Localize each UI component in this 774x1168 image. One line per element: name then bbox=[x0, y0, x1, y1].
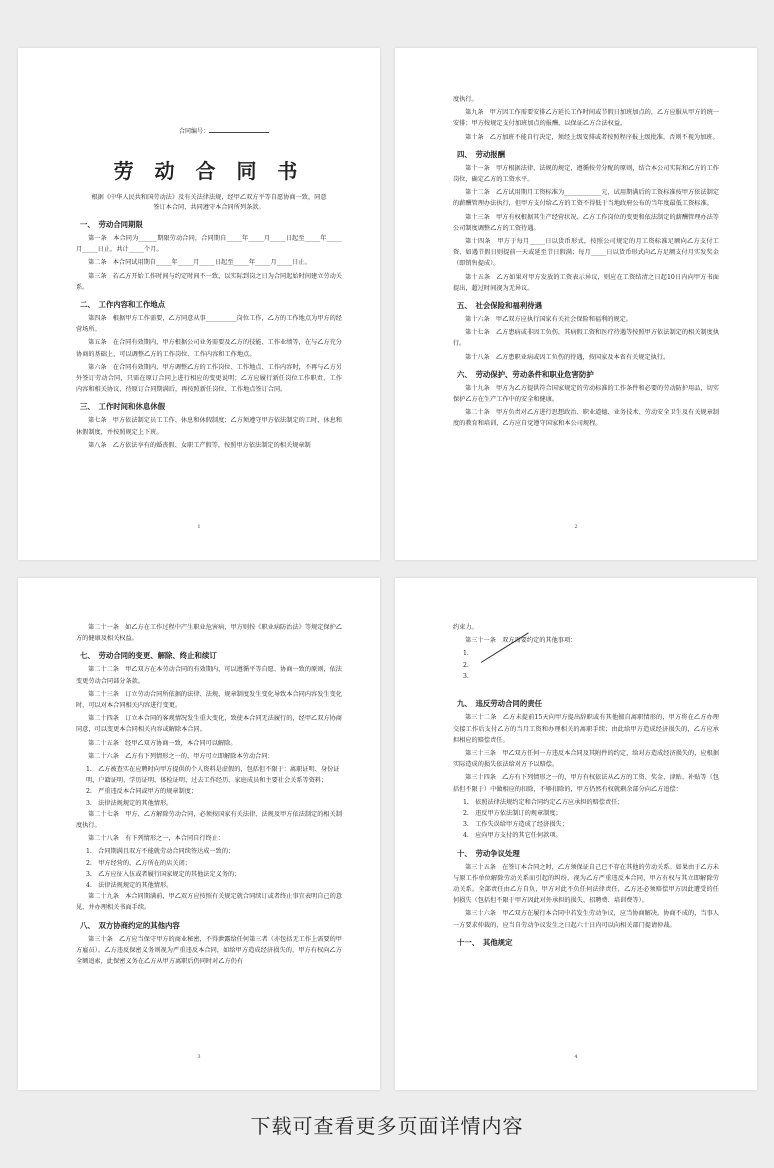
intro-paragraph: 根据《中华人民共和国劳动法》及有关法律法规，经甲乙双方平等自愿协商一致，同意签订本合同，共同遵守本合同所列条款。 bbox=[91, 194, 327, 211]
page-body bbox=[76, 94, 342, 520]
list-item: 2. 违反甲方依法制订的规章制度； bbox=[463, 810, 562, 818]
download-prompt: 下载可查看更多页面详情内容 bbox=[250, 1114, 524, 1138]
clause: 第十七条 乙方患病或非因工负伤，其病假工资和医疗待遇等按照甲方依法制定的相关制度执行。 bbox=[453, 329, 719, 348]
clause: 第三十条 乙方应当保守甲方的商业秘密，不得泄露给任何第三者（亦包括无工作上需要的甲方雇员）。乙方违反保密义务则视为严重违反本合同，如给甲方造成经济损失的，甲方有权向乙方全额追索，此保密义务在乙方从甲方离职后仍同时对乙方仍有 bbox=[76, 935, 342, 966]
clause: 第八条 乙方依法享有的婚丧假、女职工产假等，按照甲方依法制定的相关规章制 bbox=[88, 441, 311, 449]
clause: 第三十五条 在签订本合同之时，乙方须保证自己已不存在其他的劳动关系。如果由于乙方未与原工作单位解除劳动关系而引起的纠纷，视为乙方严重违反本合同，甲方有权与其立即解除劳动关系。全部责任由乙方自负，甲方对此不负任何法律责任，乙方还必须赔偿甲方因此遭受的任何损失（包括但不限于甲方因此对外承担的损失、招聘费、培训费等）。 bbox=[453, 863, 719, 905]
clause: 第十九条 甲方为乙方提供符合国家规定的劳动标准的工作条件和必要的劳动防护用品，切实保护乙方在生产工作中的安全和健康。 bbox=[453, 384, 719, 404]
clause: 第三十二条 乙方未提前15天向甲方提出辞职或有其他擅自离职情形的，甲方将在乙方办理交接工作后支付乙方的当月工资和办理相关的离职手续；由此给甲方造成经济损失的，乙方应承担相应的赔偿责任。 bbox=[453, 714, 719, 744]
list-item: 1. 依照法律法规约定和合同约定乙方应承担的赔偿责任； bbox=[463, 798, 624, 806]
clause: 第二十五条 经甲乙双方协商一致，本合同可以解除。 bbox=[88, 739, 237, 747]
blank-item: 2. bbox=[463, 661, 469, 669]
document-page-2 bbox=[395, 48, 757, 560]
clause: 第七条 甲方依法制定员工工作、休息和休假制度；乙方须遵守甲方依法制定的工时、休息和休假制度，并按照规定上下班。 bbox=[76, 417, 342, 436]
clause: 第二十三条 订立劳动合同所依据的法律、法规、规章制度发生变化导致本合同内容发生变化时，可以对本合同相关内容进行变更。 bbox=[76, 690, 342, 710]
clause: 第三条 若乙方开始工作时间与约定时间不一致，以实际到岗之日为合同起始时间建立劳动关系。 bbox=[76, 272, 342, 291]
document-page-4 bbox=[395, 578, 757, 1090]
clause: 第十六条 甲乙双方应执行国家有关社会保险和福利的规定。 bbox=[465, 316, 633, 324]
page-body bbox=[453, 622, 719, 1050]
contract-number-label: 合同编号： bbox=[178, 128, 209, 135]
clause: 第二条 本合同试用期自_____年_____月_____日起至_____年_____月_____日止。 bbox=[88, 259, 311, 267]
section-heading: 九、 违反劳动合同的责任 bbox=[457, 699, 542, 709]
section-heading: 十一、 其他规定 bbox=[457, 937, 513, 947]
section-heading: 八、 双方协商约定的其他内容 bbox=[80, 920, 180, 930]
continued-text: 度执行。 bbox=[453, 96, 478, 103]
page-number: 2 bbox=[574, 524, 578, 530]
clause: 第十一条 甲方根据法律、法规的规定，遵循按劳分配的原则，结合本公司实际和乙方的工作岗位，确定乙方的工资水平。 bbox=[453, 164, 719, 184]
clause: 第二十七条 甲方、乙方解除劳动合同，必须按国家有关法律、法规及甲方依法制定的相关制度执行。 bbox=[76, 810, 342, 830]
list-item: 1. 乙方被查实在应聘时向甲方提供的个人资料是虚假的，包括但不限于：离职证明、身份证明、户籍证明、学历证明、体检证明、过去工作经历、家庭成员和主要社会关系等资料； bbox=[86, 766, 340, 785]
clause: 第二十二条 甲乙双方在本劳动合同的有效期内，可以遵循平等自愿、协商一致的原则，依法变更劳动合同部分条款。 bbox=[76, 666, 342, 685]
clause: 第一条 本合同为______期限劳动合同，合同期自_____年_____月_____日起至_____年_____月_____日止，共计_____个月。 bbox=[76, 235, 342, 254]
clause: 第十五条 乙方如果对甲方发放的工资表示异议，则应在工资结清之日起10日内向甲方书面提出，超过时间视为无异议。 bbox=[453, 273, 719, 292]
clause: 第二十一条 如乙方在工作过程中产生职业危害病，甲方则按《职业病防治法》等规定保护乙方的健康及相关权益。 bbox=[76, 624, 342, 643]
contract-number-blank bbox=[209, 126, 269, 133]
clause: 第十二条 乙方试用期月工资标准为____________元，试用期满后的工资标准按甲方依法制定的薪酬管理办法执行，但甲方支付给乙方的工资不得低于当地政府公布的当年度最低工资标准。 bbox=[453, 189, 719, 208]
list-item: 4. 法律法规规定的其他情形。 bbox=[86, 882, 173, 890]
section-heading: 一、 劳动合同期限 bbox=[80, 220, 143, 229]
blank-items bbox=[463, 648, 719, 692]
clause: 第四条 根据甲方工作需要，乙方同意从事__________岗位工作，乙方的工作地点为甲方的经营场所。 bbox=[76, 315, 342, 334]
clause: 第九条 甲方因工作需要安排乙方延长工作时间或节假日加班加点的，乙方应服从甲方的统一安排；甲方按规定支付加班加点的报酬，以保证乙方合法权益。 bbox=[453, 109, 719, 128]
section-heading: 十、 劳动争议处理 bbox=[457, 848, 520, 858]
clause: 第六条 在合同有效期内，甲方调整乙方的工作岗位、工作地点、工作内容时，不再与乙方另外签订劳动合同，只需在原订合同上进行相应的变更说明；乙方应履行新任岗位工作职责、工作内容和相关协议，待原订合同期满后，再按照新任岗位、工作地点签订合同。 bbox=[76, 363, 342, 394]
document-page-1 bbox=[18, 48, 380, 560]
clause: 第十三条 甲方有权根据其生产经营状况、乙方工作岗位的变更和依法制定的薪酬管理办法等公司制度调整乙方的工资待遇。 bbox=[453, 213, 719, 232]
clause: 第二十条 甲方负责对乙方进行思想政治、职业道德、业务技术、劳动安全卫生及有关规章制度的教育和培训，乙方应自觉遵守国家和本公司规程。 bbox=[453, 409, 719, 428]
document-title: 劳 动 合 同 书 bbox=[113, 159, 305, 183]
clause: 第三十六条 甲乙双方在履行本合同中若发生劳动争议，应当协商解决，协商不成的，当事人一方要求仲裁的，应当自劳动争议发生之日起六十日内可以向相关部门提请仲裁。 bbox=[453, 910, 719, 929]
clause: 第二十四条 订立本合同的客观情况发生重大变化，致使本合同无法履行的，经甲乙双方协商同意，可以变更本合同相关内容或解除本合同。 bbox=[76, 715, 342, 734]
list-item: 4. 应向甲方支付的其它任何款项。 bbox=[463, 832, 562, 840]
page-body bbox=[76, 622, 342, 1050]
clause: 第十八条 乙方患职业病或因工负伤的待遇，按国家及本省有关规定执行。 bbox=[465, 353, 670, 361]
clause: 第二十八条 有下列情形之一，本合同自行终止： bbox=[88, 835, 225, 843]
clause: 第三十三条 甲乙双方任何一方违反本合同及其附件的约定，给对方造成经济损失的，应根据实际造成的损失依法给对方予以赔偿。 bbox=[453, 750, 719, 769]
document-page-3 bbox=[18, 578, 380, 1090]
continued-text: 约束力。 bbox=[453, 624, 478, 631]
clause: 第五条 在合同有效期内，甲方根据公司业务需要及乙方的技能、工作业绩等，在与乙方充分协商的基础上，可以调整乙方的工作岗位、工作内容和工作地点。 bbox=[76, 339, 342, 358]
clause: 第十条 乙方加班不能自行决定，须经上级安排或者按照程序报上级批准，否则不视为加班。 bbox=[465, 133, 719, 141]
contract-number-line bbox=[106, 126, 342, 135]
section-heading: 四、 劳动报酬 bbox=[457, 149, 506, 159]
page-body bbox=[453, 94, 719, 520]
blank-item: 3. bbox=[463, 672, 469, 680]
section-heading: 五、 社会保险和福利待遇 bbox=[457, 301, 542, 311]
page-number: 4 bbox=[574, 1054, 578, 1060]
list-item: 2. 严重违反本合同或甲方的规章制度； bbox=[86, 788, 198, 796]
clause: 第十四条 甲方于每月_____日以货币形式，按照公司规定的月工资标准足额向乙方支付工资，如遇节假日则提前一天或延至节日假满；每月_____日以货币形式向乙方足额支付月实发奖金（即销售提成）。 bbox=[453, 238, 719, 268]
clause: 第二十六条 乙方有下列情形之一的，甲方可立即解除本劳动合同： bbox=[88, 752, 274, 760]
list-item: 2. 甲方经营的、乙方所在的店关闭； bbox=[86, 859, 191, 867]
list-item: 3. 法律法规规定的其他情形。 bbox=[86, 799, 173, 807]
list-item: 3. 工作失误给甲方造成了经济损失； bbox=[463, 821, 568, 829]
clause: 第三十一条 双方需要约定的其他事项： bbox=[465, 637, 577, 645]
page-number: 1 bbox=[197, 524, 201, 530]
section-heading: 七、 劳动合同的变更、解除、终止和续订 bbox=[80, 651, 217, 661]
clause: 第三十四条 乙方有下列情形之一的，甲方有权依法从乙方的工资、奖金、津贴、补贴等（包括但不限于）中做相应的扣除，不够扣除的，甲方仍然有权就剩余部分向乙方追偿： bbox=[453, 774, 719, 793]
clause: 第二十九条 本合同期满前，甲乙双方应按照有关规定就合同续订或者终止事宜表明自己的意见，并办理相关书面手续。 bbox=[76, 893, 342, 912]
section-heading: 二、 工作内容和工作地点 bbox=[80, 300, 165, 310]
section-heading: 三、 工作时间和休息休假 bbox=[80, 402, 165, 412]
blank-item: 1. bbox=[463, 650, 469, 658]
section-heading: 六、 劳动保护、劳动条件和职业危害防护 bbox=[457, 369, 594, 379]
list-item: 3. 乙方应征入伍或者履行国家规定的其他法定义务的； bbox=[86, 870, 241, 878]
list-item: 1. 合同期满且双方不能就劳动合同续签达成一致的； bbox=[86, 848, 235, 856]
page-number: 3 bbox=[197, 1054, 201, 1060]
